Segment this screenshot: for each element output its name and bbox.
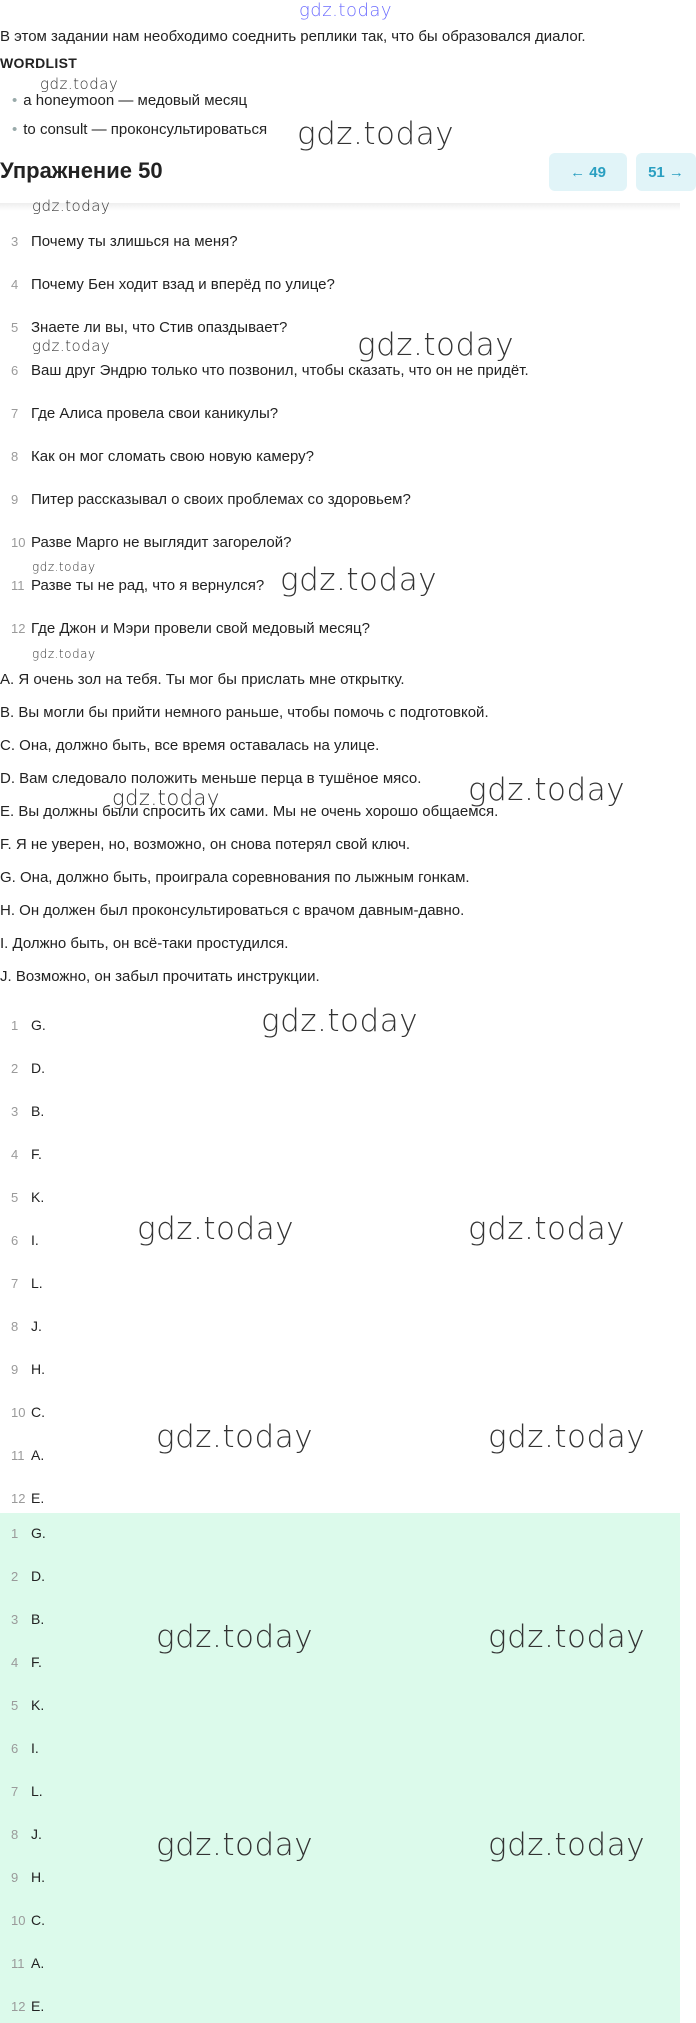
next-exercise-button[interactable]: 51 → xyxy=(636,153,696,191)
list-item xyxy=(11,1447,44,1463)
list-item xyxy=(11,1998,44,2014)
list-item xyxy=(11,1318,42,1334)
question-text: Ваш друг Эндрю только что позвонил, чтобы сказать, что он не придёт. xyxy=(31,362,529,379)
option-item: I. Должно быть, он всё-таки простудился. xyxy=(0,935,289,952)
intro-text: В этом задании нам необходимо соеднить реплики так, что бы образовался диалог. xyxy=(0,28,586,45)
answer-number: 12 xyxy=(11,1491,26,1506)
list-item xyxy=(11,1783,43,1799)
watermark: gdz.today xyxy=(488,1827,646,1863)
list-item xyxy=(11,491,411,508)
list-item xyxy=(11,1275,43,1291)
wordlist-item: • to consult — проконсультироваться xyxy=(12,121,268,138)
watermark: gdz.today xyxy=(280,562,438,598)
answer-letter: D. xyxy=(31,1060,45,1076)
list-item xyxy=(11,1654,42,1670)
answer-letter: L. xyxy=(31,1275,43,1291)
answer-number: 4 xyxy=(11,1655,19,1670)
watermark: gdz.today xyxy=(156,1419,314,1455)
list-item xyxy=(11,1146,42,1162)
list-item xyxy=(11,1611,44,1627)
question-text: Знаете ли вы, что Стив опаздывает? xyxy=(31,319,288,336)
prev-exercise-button[interactable]: ← 49 xyxy=(549,153,627,191)
list-item xyxy=(11,276,335,293)
question-number: 9 xyxy=(11,492,19,507)
answer-number: 3 xyxy=(11,1104,19,1119)
answer-number: 5 xyxy=(11,1190,19,1205)
list-item xyxy=(11,620,370,637)
option-item: J. Возможно, он забыл прочитать инструкции. xyxy=(0,968,320,985)
answer-letter: E. xyxy=(31,1490,45,1506)
option-item: F. Я не уверен, но, возможно, он снова потерял свой ключ. xyxy=(0,836,411,853)
watermark: gdz.today xyxy=(137,1211,295,1247)
answer-letter: J. xyxy=(31,1826,42,1842)
wordlist-item: • a honeymoon — медовый месяц xyxy=(12,92,248,109)
watermark: gdz.today xyxy=(32,647,96,661)
list-item xyxy=(11,319,287,336)
question-number: 4 xyxy=(11,277,19,292)
list-item xyxy=(11,1060,45,1076)
option-item: E. Вы должны были спросить их сами. Мы не очень хорошо общаемся. xyxy=(0,803,499,820)
question-number: 12 xyxy=(11,621,26,636)
question-text: Где Алиса провела свои каникулы? xyxy=(31,405,279,422)
answer-number: 11 xyxy=(11,1448,25,1463)
option-item: G. Она, должно быть, проиграла соревнования по лыжным гонкам. xyxy=(0,869,470,886)
answer-letter: I. xyxy=(31,1232,39,1248)
watermark: gdz.today xyxy=(488,1419,646,1455)
answer-letter: A. xyxy=(31,1955,45,1971)
list-item xyxy=(11,1189,44,1205)
question-text: Почему Бен ходит взад и вперёд по улице? xyxy=(31,276,335,293)
answer-letter: G. xyxy=(31,1525,46,1541)
list-item xyxy=(11,405,278,422)
answer-number: 2 xyxy=(11,1061,19,1076)
question-number: 8 xyxy=(11,449,19,464)
list-item xyxy=(11,1912,45,1928)
answer-number: 7 xyxy=(11,1784,19,1799)
question-text: Где Джон и Мэри провели свой медовый месяц? xyxy=(31,620,370,637)
question-text: Разве ты не рад, что я вернулся? xyxy=(31,577,265,594)
answer-block-highlighted xyxy=(0,1513,680,2023)
list-item xyxy=(11,1697,44,1713)
answer-number: 4 xyxy=(11,1147,19,1162)
answer-number: 8 xyxy=(11,1827,19,1842)
question-number: 3 xyxy=(11,234,19,249)
answer-letter: B. xyxy=(31,1611,45,1627)
question-number: 7 xyxy=(11,406,19,421)
watermark: gdz.today xyxy=(468,1211,626,1247)
answer-letter: F. xyxy=(31,1654,42,1670)
list-item xyxy=(11,1740,39,1756)
answer-letter: K. xyxy=(31,1697,45,1713)
answer-number: 2 xyxy=(11,1569,19,1584)
list-item xyxy=(11,577,264,594)
question-number: 11 xyxy=(11,578,25,593)
list-item xyxy=(11,1955,44,1971)
wordlist-title: WORDLIST xyxy=(0,55,78,71)
list-item xyxy=(11,233,238,250)
wordlist-item-text: a honeymoon — медовый месяц xyxy=(23,92,248,109)
answer-number: 9 xyxy=(11,1362,19,1377)
answer-number: 9 xyxy=(11,1870,19,1885)
answer-number: 8 xyxy=(11,1319,19,1334)
watermark: gdz.today xyxy=(32,337,111,355)
list-item xyxy=(11,1869,45,1885)
watermark: gdz.today xyxy=(468,772,626,808)
answer-letter: A. xyxy=(31,1447,45,1463)
answer-number: 7 xyxy=(11,1276,19,1291)
answer-number: 10 xyxy=(11,1405,26,1420)
question-number: 6 xyxy=(11,363,19,378)
answer-number: 1 xyxy=(11,1526,19,1541)
question-text: Разве Марго не выглядит загорелой? xyxy=(31,534,292,551)
answer-letter: H. xyxy=(31,1869,45,1885)
watermark: gdz.today xyxy=(357,327,515,363)
list-item xyxy=(11,534,291,551)
option-item: A. Я очень зол на тебя. Ты мог бы прислать мне открытку. xyxy=(0,671,405,688)
wordlist-item-text: to consult — проконсультироваться xyxy=(23,121,268,138)
watermark: gdz.today xyxy=(156,1619,314,1655)
answer-letter: E. xyxy=(31,1998,45,2014)
answer-number: 12 xyxy=(11,1999,26,2014)
answer-number: 10 xyxy=(11,1913,26,1928)
answer-letter: I. xyxy=(31,1740,39,1756)
option-item: C. Она, должно быть, все время оставалась на улице. xyxy=(0,737,380,754)
question-text: Почему ты злишься на меня? xyxy=(31,233,238,250)
list-item xyxy=(11,1568,45,1584)
answer-letter: D. xyxy=(31,1568,45,1584)
watermark: gdz.today xyxy=(40,75,119,93)
answer-letter: C. xyxy=(31,1404,45,1420)
question-text: Как он мог сломать свою новую камеру? xyxy=(31,448,314,465)
question-number: 10 xyxy=(11,535,26,550)
answer-letter: K. xyxy=(31,1189,45,1205)
list-item xyxy=(11,362,529,379)
option-item: D. Вам следовало положить меньше перца в тушёное мясо. xyxy=(0,770,422,787)
watermark: gdz.today xyxy=(32,560,96,574)
option-item: B. Вы могли бы прийти немного раньше, чтобы помочь с подготовкой. xyxy=(0,704,489,721)
list-item xyxy=(11,1490,44,1506)
answer-number: 1 xyxy=(11,1018,19,1033)
list-item xyxy=(11,1404,45,1420)
watermark: gdz.today xyxy=(297,116,455,152)
list-item xyxy=(11,1826,42,1842)
answer-number: 6 xyxy=(11,1741,19,1756)
page-title: Упражнение 50 xyxy=(0,158,163,183)
watermark: gdz.today xyxy=(261,1003,419,1039)
answer-number: 3 xyxy=(11,1612,19,1627)
answer-letter: C. xyxy=(31,1912,45,1928)
list-item xyxy=(11,1525,46,1541)
answer-letter: J. xyxy=(31,1318,42,1334)
answer-letter: B. xyxy=(31,1103,45,1119)
watermark: gdz.today xyxy=(32,197,111,215)
list-item xyxy=(11,448,314,465)
list-item xyxy=(11,1232,39,1248)
watermark: gdz.today xyxy=(156,1827,314,1863)
list-item xyxy=(11,1103,44,1119)
list-item xyxy=(11,1361,45,1377)
option-item: H. Он должен был проконсультироваться с врачом давным-давно. xyxy=(0,902,465,919)
question-number: 5 xyxy=(11,320,19,335)
answer-number: 11 xyxy=(11,1956,25,1971)
answer-number: 5 xyxy=(11,1698,19,1713)
watermark: gdz.today xyxy=(299,0,393,21)
watermark: gdz.today xyxy=(112,786,220,810)
answer-number: 6 xyxy=(11,1233,19,1248)
list-item xyxy=(11,1017,46,1033)
answer-letter: H. xyxy=(31,1361,45,1377)
answer-letter: L. xyxy=(31,1783,43,1799)
answer-letter: F. xyxy=(31,1146,42,1162)
answer-letter: G. xyxy=(31,1017,46,1033)
watermark: gdz.today xyxy=(488,1619,646,1655)
question-text: Питер рассказывал о своих проблемах со здоровьем? xyxy=(31,491,411,508)
